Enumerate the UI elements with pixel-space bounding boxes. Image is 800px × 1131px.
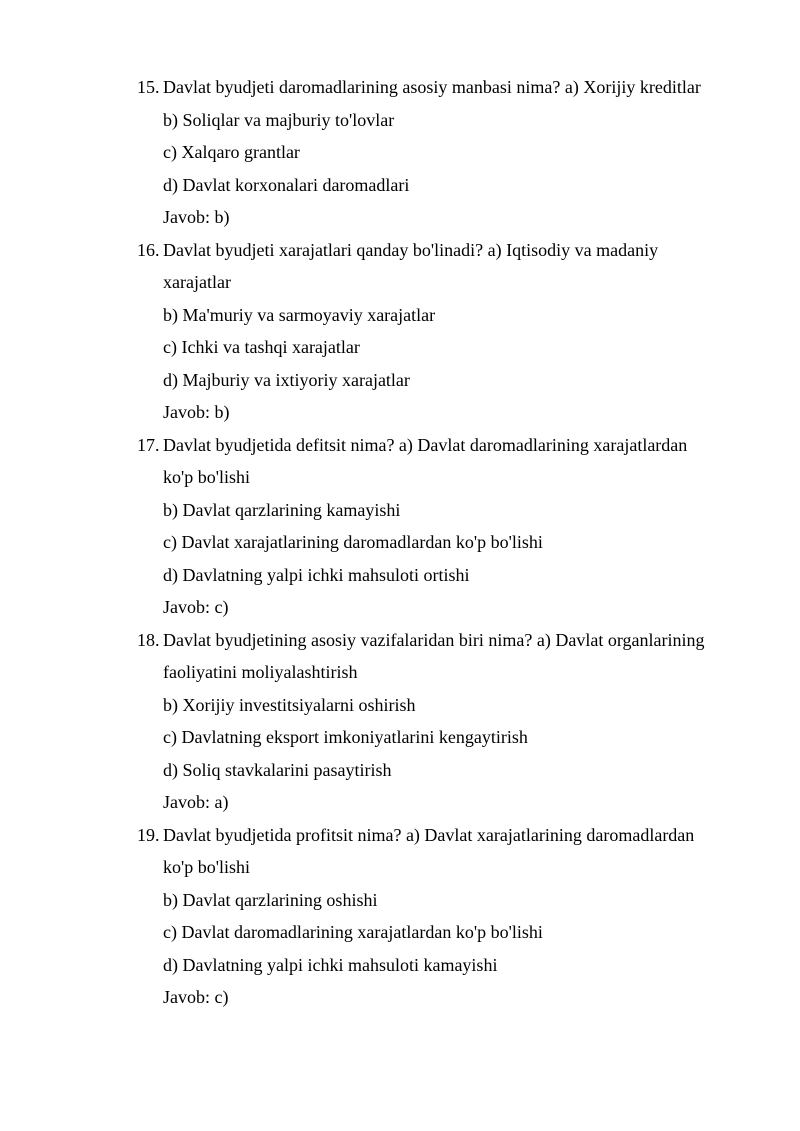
option-b: b) Xorijiy investitsiyalarni oshirish (163, 694, 416, 715)
question-text: Davlat byudjetining asosiy vazifalaridan biri nima? a) Davlat organlarining (163, 629, 705, 650)
question-17 (137, 429, 737, 624)
answer: Javob: c) (163, 987, 229, 1007)
question-16 (137, 234, 737, 429)
option-b: b) Davlat qarzlarining kamayishi (163, 499, 401, 520)
option-c: c) Ichki va tashqi xarajatlar (163, 337, 360, 357)
question-text: Davlat byudjeti xarajatlari qanday bo'linadi? a) Iqtisodiy va madaniy (163, 239, 659, 260)
option-d: d) Davlatning yalpi ichki mahsuloti kamayishi (163, 954, 498, 975)
question-number: 17. (137, 434, 160, 455)
option-c: c) Davlat daromadlarining xarajatlardan ko'p bo'lishi (163, 922, 543, 942)
question-15 (137, 71, 737, 234)
option-c: c) Xalqaro grantlar (163, 142, 300, 162)
question-line (137, 624, 737, 657)
question-text: Davlat byudjeti daromadlarining asosiy manbasi nima? a) Xorijiy kreditlar (163, 77, 701, 97)
question-text-continuation: ko'p bo'lishi (163, 857, 250, 877)
question-text: Davlat byudjetida defitsit nima? a) Davlat daromadlarining xarajatlardan (163, 434, 688, 455)
option-c: c) Davlat xarajatlarining daromadlardan ko'p bo'lishi (163, 532, 543, 552)
question-list (137, 71, 737, 1014)
question-number: 15. (137, 77, 160, 97)
question-18 (137, 624, 737, 819)
answer: Javob: a) (163, 792, 229, 812)
question-text-continuation: ko'p bo'lishi (163, 467, 250, 487)
question-line (137, 429, 737, 462)
answer: Javob: b) (163, 207, 230, 227)
question-number: 19. (137, 824, 160, 845)
option-d: d) Soliq stavkalarini pasaytirish (163, 759, 392, 780)
option-b: b) Soliqlar va majburiy to'lovlar (163, 109, 395, 130)
option-d: d) Davlatning yalpi ichki mahsuloti ortishi (163, 564, 470, 585)
option-b: b) Davlat qarzlarining oshishi (163, 889, 378, 910)
answer: Javob: c) (163, 597, 229, 617)
question-line (137, 234, 737, 267)
question-text-continuation: xarajatlar (163, 272, 231, 292)
question-number: 18. (137, 629, 160, 650)
option-c: c) Davlatning eksport imkoniyatlarini kengaytirish (163, 727, 528, 747)
option-d: d) Majburiy va ixtiyoriy xarajatlar (163, 369, 410, 390)
question-text-continuation: faoliyatini moliyalashtirish (163, 662, 358, 682)
answer: Javob: b) (163, 402, 230, 422)
question-19 (137, 819, 737, 1014)
question-line (137, 819, 737, 852)
question-text: Davlat byudjetida profitsit nima? a) Davlat xarajatlarining daromadlardan (163, 824, 695, 845)
option-b: b) Ma'muriy va sarmoyaviy xarajatlar (163, 304, 436, 325)
option-d: d) Davlat korxonalari daromadlari (163, 174, 410, 195)
question-number: 16. (137, 239, 160, 260)
question-line (137, 71, 737, 104)
